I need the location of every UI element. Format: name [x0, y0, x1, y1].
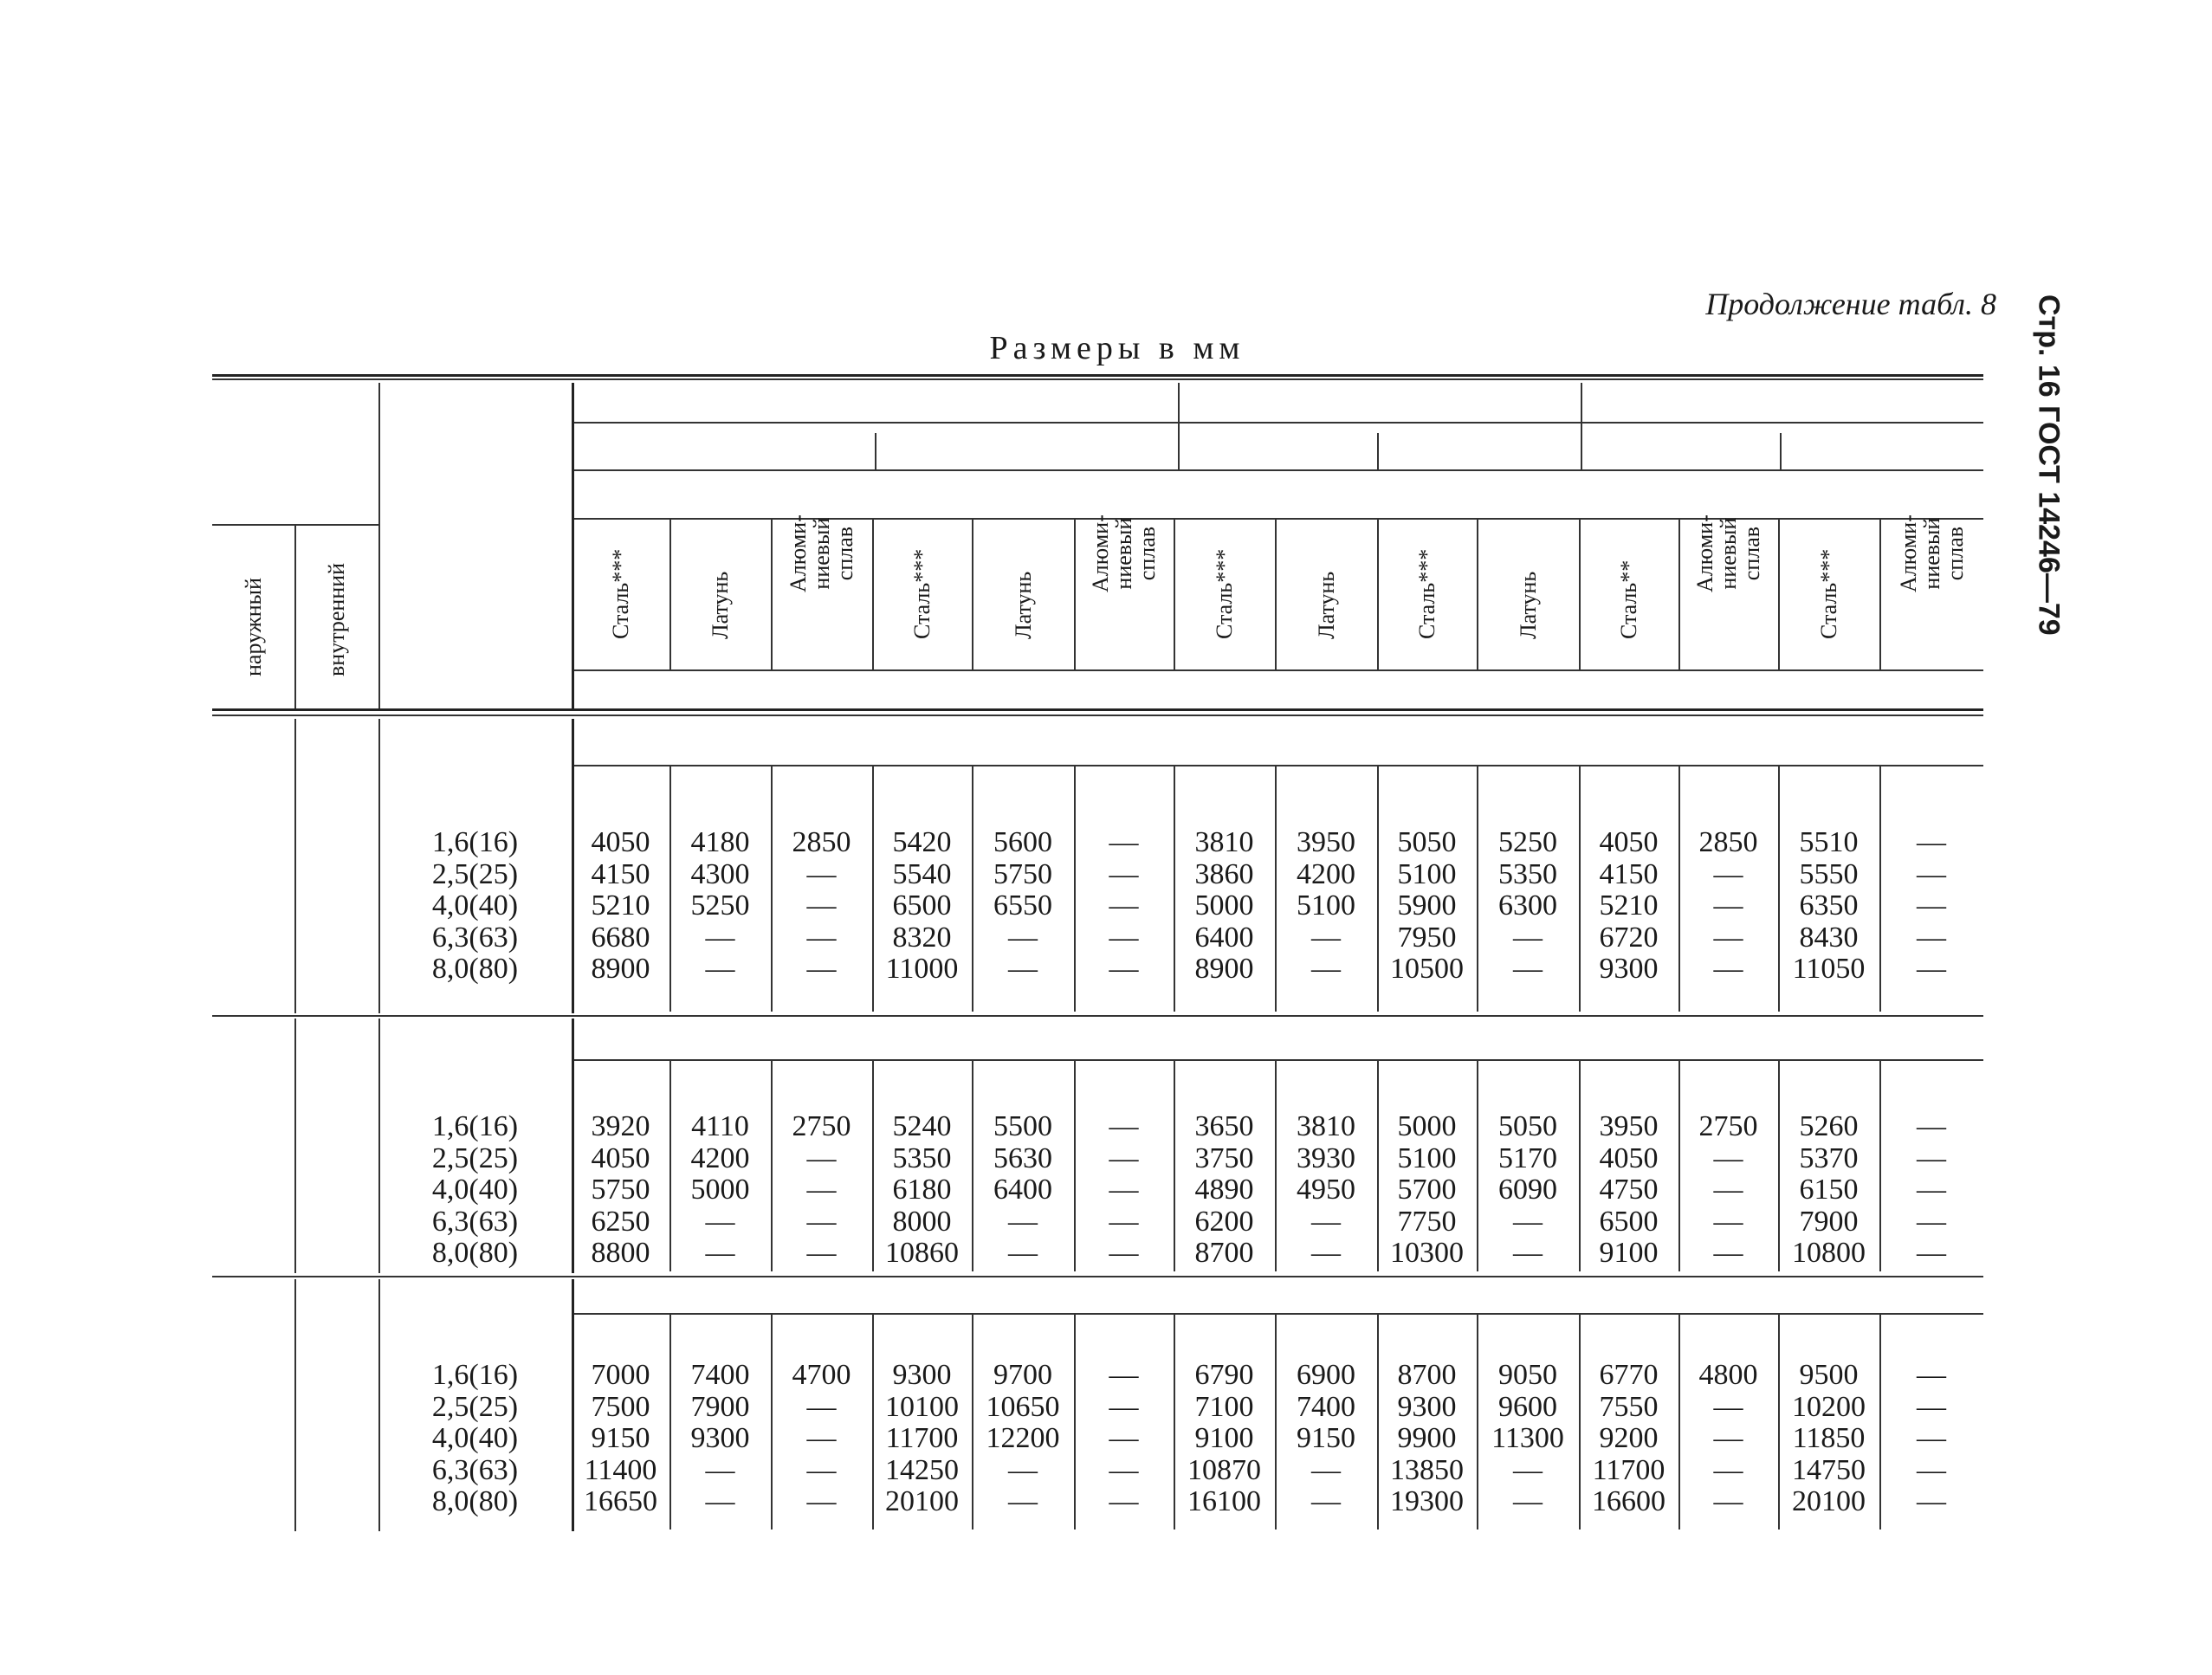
- mass-value-column: 3810 3930 4950 — —: [1297, 1110, 1355, 1269]
- material-column-header-text: Латунь: [1010, 571, 1036, 639]
- pressure-values: 1,6(16) 2,5(25) 4,0(40) 6,3(63) 8,0(80): [431, 826, 519, 985]
- mass-value-column: 3950 4050 4750 6500 9100: [1599, 1110, 1659, 1269]
- mass-value-column: 2750 — — — —: [792, 1110, 851, 1269]
- mass-value-column: 4050 4150 5210 6720 9300: [1599, 826, 1659, 985]
- mass-value-column: 4700 — — — —: [792, 1359, 851, 1517]
- material-column-header-text: Сталь***: [1212, 548, 1237, 639]
- section-title-rule: [572, 1059, 1983, 1061]
- section-divider: [212, 1015, 1983, 1017]
- header-bottom-rule: [212, 708, 1983, 711]
- mass-value-column: 5000 5100 5700 7750 10300: [1390, 1110, 1464, 1269]
- mass-value-column: 7400 7900 9300 — —: [690, 1359, 750, 1517]
- mass-value-column: 5250 5350 6300 — —: [1498, 826, 1557, 985]
- mass-value-column: 6790 7100 9100 10870 16100: [1187, 1359, 1261, 1517]
- outer-inner-divider: [294, 719, 296, 1013]
- material-column-header-text: Сталь***: [1816, 548, 1841, 639]
- mass-value-column: 2850 — — — —: [792, 826, 851, 985]
- material-column-header: [972, 524, 1074, 663]
- mass-value-column: 5240 5350 6180 8000 10860: [885, 1110, 959, 1269]
- table-top-rule: [212, 374, 1983, 377]
- material-column-header-text: Сталь***: [909, 548, 935, 639]
- mass-value-column: 5510 5550 6350 8430 11050: [1792, 826, 1866, 985]
- mass-value-column: 6770 7550 9200 11700 16600: [1592, 1359, 1665, 1517]
- mass-value-column: 2850 — — — —: [1698, 826, 1758, 985]
- mass-value-column: 3810 3860 5000 6400 8900: [1194, 826, 1254, 985]
- material-column-header-text: Латунь: [1515, 571, 1541, 639]
- material-column-header-text: Алюми- ниевый сплав: [1088, 514, 1160, 592]
- mass-value-column: 4180 4300 5250 — —: [690, 826, 750, 985]
- mass-value-column: 2750 — — — —: [1698, 1110, 1758, 1269]
- outer-diameter-header-text: наружный: [241, 577, 266, 676]
- outer-diameter-header: [212, 528, 294, 700]
- diameter-pressure-divider: [378, 383, 380, 708]
- group-rule: [572, 422, 1983, 424]
- mass-value-column: 5050 5100 5900 7950 10500: [1390, 826, 1464, 985]
- mass-value-column: 9700 10650 12200 — —: [986, 1359, 1060, 1517]
- length-divider: [1780, 433, 1782, 469]
- mass-value-column: 4110 4200 5000 — —: [690, 1110, 750, 1269]
- table-top-rule-inner: [212, 378, 1983, 380]
- length-divider: [1377, 433, 1379, 469]
- material-column-header: [1174, 524, 1275, 663]
- length-divider: [875, 433, 876, 469]
- mass-value-column: 7000 7500 9150 11400 16650: [584, 1359, 657, 1517]
- table-continuation-caption: Продолжение табл. 8: [1705, 287, 1996, 321]
- material-column-header-text: Сталь**: [1616, 559, 1641, 639]
- material-column-header: [1778, 524, 1879, 663]
- material-column-header: [1377, 524, 1477, 663]
- side-label-text: Стр. 16 ГОСТ 14246—79: [2032, 294, 2066, 636]
- material-column-header: [1579, 524, 1678, 663]
- material-column-header: [771, 514, 872, 663]
- mass-value-column: 8700 9300 9900 13850 19300: [1390, 1359, 1464, 1517]
- mass-value-column: 3920 4050 5750 6250 8800: [591, 1110, 650, 1269]
- material-column-header: [572, 524, 669, 663]
- pressure-values: 1,6(16) 2,5(25) 4,0(40) 6,3(63) 8,0(80): [431, 1359, 519, 1517]
- mass-value-column: 9300 10100 11700 14250 20100: [885, 1359, 959, 1517]
- material-column-header-text: Алюми- ниевый сплав: [786, 514, 857, 592]
- material-column-header: [872, 524, 972, 663]
- section-title-rule: [572, 1313, 1983, 1315]
- material-column-header-text: Сталь***: [608, 548, 633, 639]
- outer-inner-divider: [294, 1019, 296, 1273]
- material-column-header-text: Сталь***: [1414, 548, 1439, 639]
- header-bottom-rule-inner: [212, 715, 1983, 716]
- mass-value-column: 3650 3750 4890 6200 8700: [1194, 1110, 1254, 1269]
- material-column-header-text: Алюми- ниевый сплав: [1692, 514, 1764, 592]
- outer-inner-divider: [294, 1279, 296, 1531]
- mass-value-column: 5420 5540 6500 8320 11000: [885, 826, 959, 985]
- material-column-header: [1275, 524, 1377, 663]
- mass-value-column: 4800 — — — —: [1698, 1359, 1758, 1517]
- inner-diameter-header-text: внутренний: [324, 562, 349, 676]
- mass-value-column: 5500 5630 6400 — —: [993, 1110, 1052, 1269]
- mass-value-column: — — — — —: [1917, 826, 1946, 985]
- material-column-header: [1678, 514, 1778, 663]
- material-column-header-text: Латунь: [1313, 571, 1339, 639]
- mass-value-column: 4050 4150 5210 6680 8900: [591, 826, 650, 985]
- mass-value-column: 3950 4200 5100 — —: [1297, 826, 1355, 985]
- pressure-values: 1,6(16) 2,5(25) 4,0(40) 6,3(63) 8,0(80): [431, 1110, 519, 1269]
- mass-value-column: 9050 9600 11300 — —: [1491, 1359, 1564, 1517]
- mass-value-column: — — — — —: [1917, 1110, 1946, 1269]
- mass-value-column: 5260 5370 6150 7900 10800: [1792, 1110, 1866, 1269]
- material-column-header: [1879, 514, 1983, 663]
- mass-rule: [572, 669, 1983, 671]
- group-divider: [1581, 383, 1582, 469]
- mass-value-column: 5050 5170 6090 — —: [1498, 1110, 1557, 1269]
- section-title-rule: [572, 765, 1983, 766]
- material-column-header: [1477, 524, 1579, 663]
- material-column-header-text: Алюми- ниевый сплав: [1895, 514, 1968, 592]
- mass-value-column: 6900 7400 9150 — —: [1297, 1359, 1355, 1517]
- section-divider: [212, 1276, 1983, 1277]
- mass-value-column: 5600 5750 6550 — —: [993, 826, 1052, 985]
- material-column-header: [1074, 514, 1174, 663]
- mass-value-column: — — — — —: [1109, 826, 1139, 985]
- units-note: Размеры в мм: [989, 330, 1245, 366]
- mass-value-column: — — — — —: [1109, 1359, 1139, 1517]
- material-rule: [572, 518, 1983, 520]
- page-side-label: [2022, 294, 2074, 658]
- inner-diameter-header: [294, 528, 378, 700]
- group-divider: [1178, 383, 1180, 469]
- material-column-header-text: Латунь: [708, 571, 733, 639]
- mass-value-column: — — — — —: [1109, 1110, 1139, 1269]
- mass-value-column: — — — — —: [1917, 1359, 1946, 1517]
- length-rule: [572, 469, 1983, 471]
- mass-value-column: 9500 10200 11850 14750 20100: [1792, 1359, 1866, 1517]
- material-column-header: [669, 524, 771, 663]
